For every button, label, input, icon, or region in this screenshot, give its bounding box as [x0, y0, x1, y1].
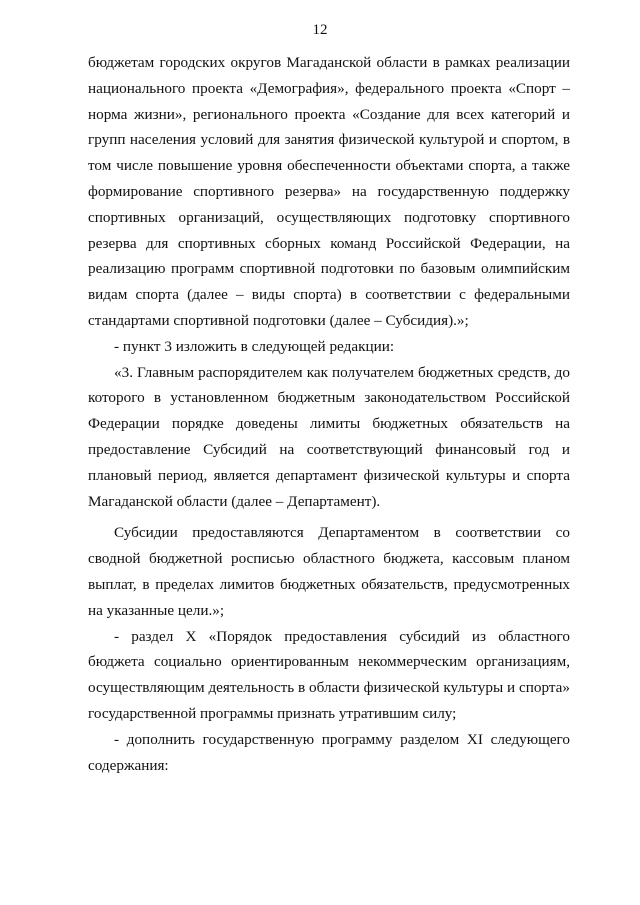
paragraph-item-3-text: «3. Главным распорядителем как получателем бюджетных средств, до которого в установленном бюджетным законодательством Российской Федерации порядке доведены лимиты бюджетных обязательств на предоставление Субсидий на соответствующий финансовый год и плановый период, является департамент физической культуры и спорта Магаданской области (далее – Департамент).	[88, 363, 570, 510]
paragraph-section-xi-addition: - дополнить государственную программу разделом XI следующего содержания:	[88, 730, 570, 774]
page-number: 12	[312, 22, 328, 38]
paragraph-section-x-repeal: - раздел X «Порядок предоставления субсидий из областного бюджета социально ориентированным некоммерческим организациям, осуществляющим деятельность в области физической культуры и спорта» государственной программы признать утратившим силу;	[88, 627, 570, 722]
paragraph-subsidy-provision: Субсидии предоставляются Департаментом в соответствии со сводной бюджетной росписью областного бюджета, кассовым планом выплат, в пределах лимитов бюджетных обязательств, предусмотренных на указанные цели.»;	[88, 524, 570, 619]
paragraph-subsidy-definition: бюджетам городских округов Магаданской области в рамках реализации национального проекта «Демография», федерального проекта «Спорт – норма жизни», регионального проекта «Создание для всех категорий и групп населения условий для занятия физической культурой и спортом, в том числе повышение уровня обеспеченности объектами спорта, а также формирование спортивного резерва» на государственную поддержку спортивных организаций, осуществляющих подготовку спортивного резерва для спортивных сборных команд Российской Федерации, на реализацию программ спортивной подготовки по базовым олимпийским видам спорта (далее – виды спорта) в соответствии с федеральными стандартами спортивной подготовки (далее – Субсидия).»;	[88, 54, 570, 329]
document-body	[88, 50, 570, 778]
paragraph-item-3-instruction: - пункт 3 изложить в следующей редакции:	[114, 337, 395, 355]
